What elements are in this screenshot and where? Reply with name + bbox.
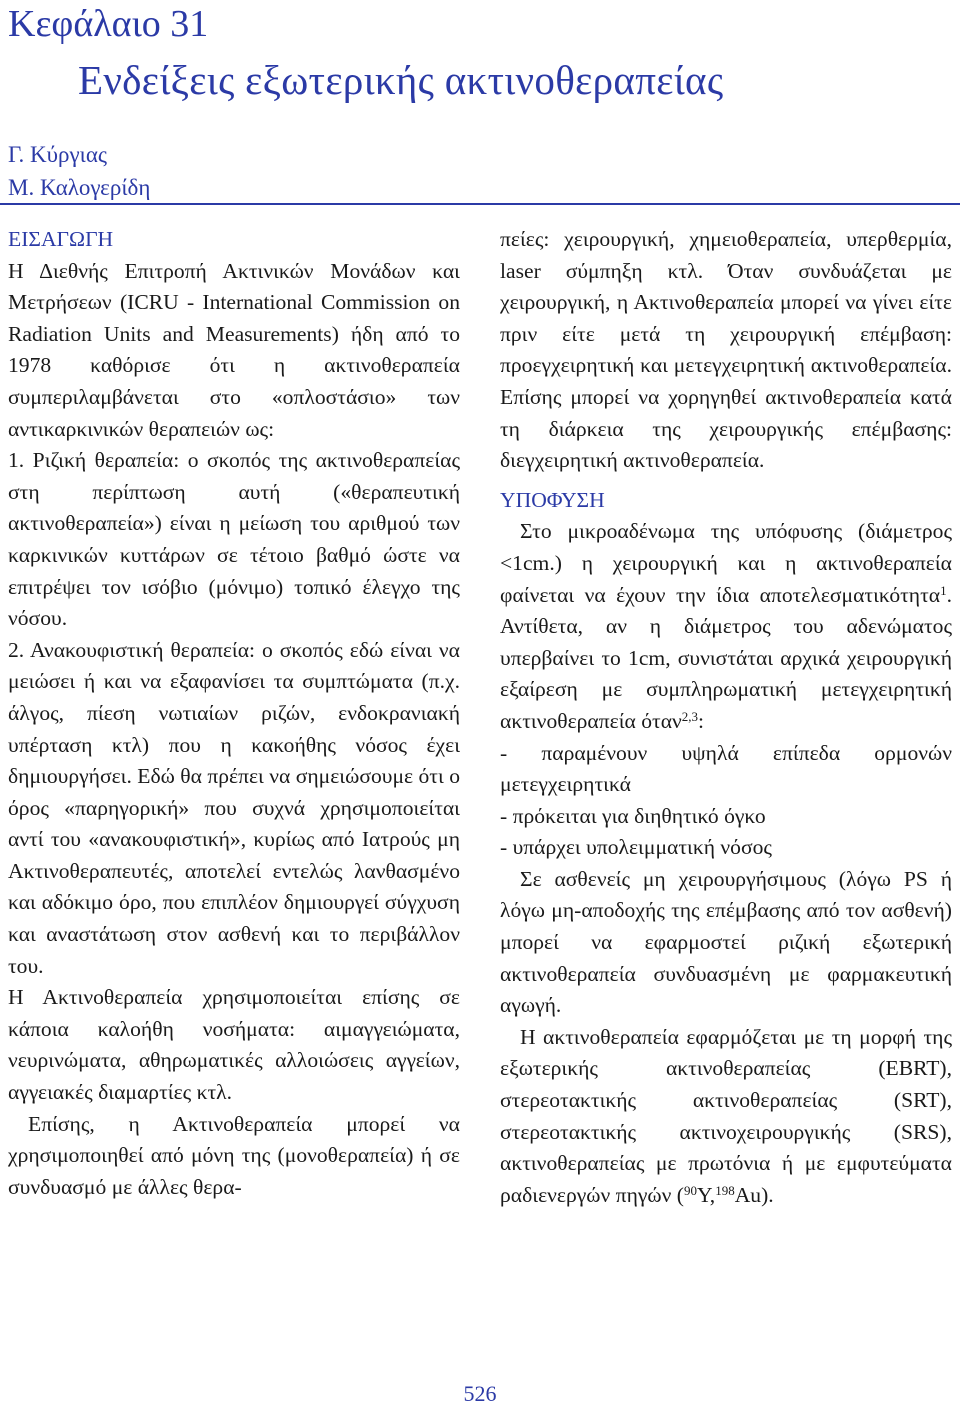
pituitary-paragraph-3 [500,1022,952,1212]
dash-item: - υπάρχει υπολειμματική νόσος [500,835,772,860]
item-radical-therapy: 1. Ριζική θεραπεία: ο σκοπός της ακτινοθεραπείας στη περίπτωση αυτή («θεραπευτική ακτινοθεραπεία») είναι η μείωση του αριθμού των καρκινικών κυττάρων σε τέτοιο βαθμό ώστε να επιτρέψει τον ισόβιο (μόνιμο) τοπικό έλεγχο της νόσου. [8,448,460,631]
author-1: Γ. Κύργιας [8,142,108,167]
pituitary-paragraph-2: Σε ασθενείς μη χειρουργήσιμους (λόγω PS ή λόγω μη-αποδοχής της επέμβασης από τον ασθενή) μπορεί να εφαρμοστεί ριζική εξωτερική ακτινοθεραπεία συνδυασμένη με φαρμακευτική αγωγή. [500,866,952,1018]
citation-1: 1 [940,582,947,598]
citation-2-3: 2,3 [681,708,699,724]
combination-paragraph-start: Επίσης, η Ακτινοθεραπεία μπορεί να χρησιμοποιηθεί από μόνη της (μονοθεραπεία) ή σε συνδυασμό με άλλες θερα- [8,1111,460,1199]
isotope-90: 90 [683,1182,697,1198]
pituitary-p1-text-a: Στο μικροαδένωμα της υπόφυσης (διάμετρος <1cm.) η χειρουργική και η ακτινοθεραπεία φαίνεται να έχουν την ίδια αποτελεσματικότητα [500,519,952,607]
dash-item: - πρόκειται για διηθητικό όγκο [500,803,766,828]
benign-diseases-paragraph: Η Ακτινοθεραπεία χρησιμοποιείται επίσης σε κάποια καλοήθη νοσήματα: αιμαγγειώματα, νευρινώματα, αθηρωματικές αλλοιώσεις αγγείων, αγγειακές διαμαρτίες κτλ. [8,985,460,1105]
intro-paragraph: Η Διεθνής Επιτροπή Ακτινικών Μονάδων και Μετρήσεων (ICRU - International Commission on Radiation Units and Measurements) ήδη από το 1978 καθόρισε ότι η ακτινοθεραπεία συμπεριλαμβάνεται στο «οπλοστάσιο» των αντικαρκινικών θεραπειών ως: [8,258,460,441]
right-column [500,224,952,1211]
combination-paragraph-end: πείες: χειρουργική, χημειοθεραπεία, υπερθερμία, laser σύμπηξη κτλ. Όταν συνδυάζεται με χειρουργική, η Ακτινοθεραπεία μπορεί να γίνει είτε πριν είτε μετά τη χειρουργική επέμβαση: προεγχειρητική και μετεγχειρητική ακτινοθεραπεία. Επίσης μπορεί να χορηγηθεί ακτινοθεραπεία κατά τη διάρκεια της χειρουργικής επέμβασης: διεγχειρητική ακτινοθεραπεία. [500,227,952,473]
author-2: Μ. Καλογερίδη [8,175,151,200]
pituitary-p3-text-c: Au). [734,1182,774,1207]
pituitary-p1-text-c: : [698,708,705,733]
header-divider [0,203,960,205]
page-number: 526 [463,1381,497,1406]
authors [8,138,150,204]
item-palliative-therapy: 2. Ανακουφιστική θεραπεία: ο σκοπός εδώ είναι να μειώσει ή και να εξαφανίσει τα συμπτώματα (π.χ. άλγος, πίεση νωτιαίων ριζών, ενδοκρανιακή υπέρταση κτλ) που η κακοήθης νόσος έχει δημιουργήσει. Εδώ θα πρέπει να σημειώσουμε ότι ο όρος «παρηγορική» που συχνά χρησιμοποιείται αντί του «ανακουφιστική», κυρίως από Ιατρούς μη Ακτινοθεραπευτές, αποτελεί εντελώς λανθασμένο και αδόκιμο όρο, που επιπλέον δημιουργεί σύγχυση και αναστάτωση στον ασθενή και το περιβάλλον του. [8,637,460,978]
chapter-number: Κεφάλαιο 31 [8,3,209,45]
pituitary-p1-text-b: . Αντίθετα, αν η διάμετρος του αδενώματος υπερβαίνει το 1cm, συνιστάται αρχικά χειρουργική εξαίρεση με συμπληρωματική μετεγχειρητική ακτινοθεραπεία όταν [500,582,952,733]
intro-heading: ΕΙΣΑΓΩΓΗ [8,227,114,251]
pituitary-p3-text-b: Y, [696,1182,716,1207]
dash-item: - παραμένουν υψηλά επίπεδα ορμονών μετεγχειρητικά [500,740,952,797]
isotope-198: 198 [715,1182,735,1198]
pituitary-p3-text-a: Η ακτινοθεραπεία εφαρμόζεται με τη μορφή της εξωτερικής ακτινοθεραπείας (EBRT), στερεοτακτικής ακτινοθεραπείας (SRT), στερεοτακτικής ακτινοχειρουργικής (SRS), ακτινοθεραπείας με πρωτόνια ή με εμφυτεύματα ραδιενεργών πηγών ( [500,1024,952,1207]
pituitary-paragraph-1 [500,516,952,737]
chapter-title: Ενδείξεις εξωτερικής ακτινοθεραπείας [78,57,724,103]
left-column [8,224,460,1203]
pituitary-heading: ΥΠΟΦΥΣΗ [500,487,605,512]
